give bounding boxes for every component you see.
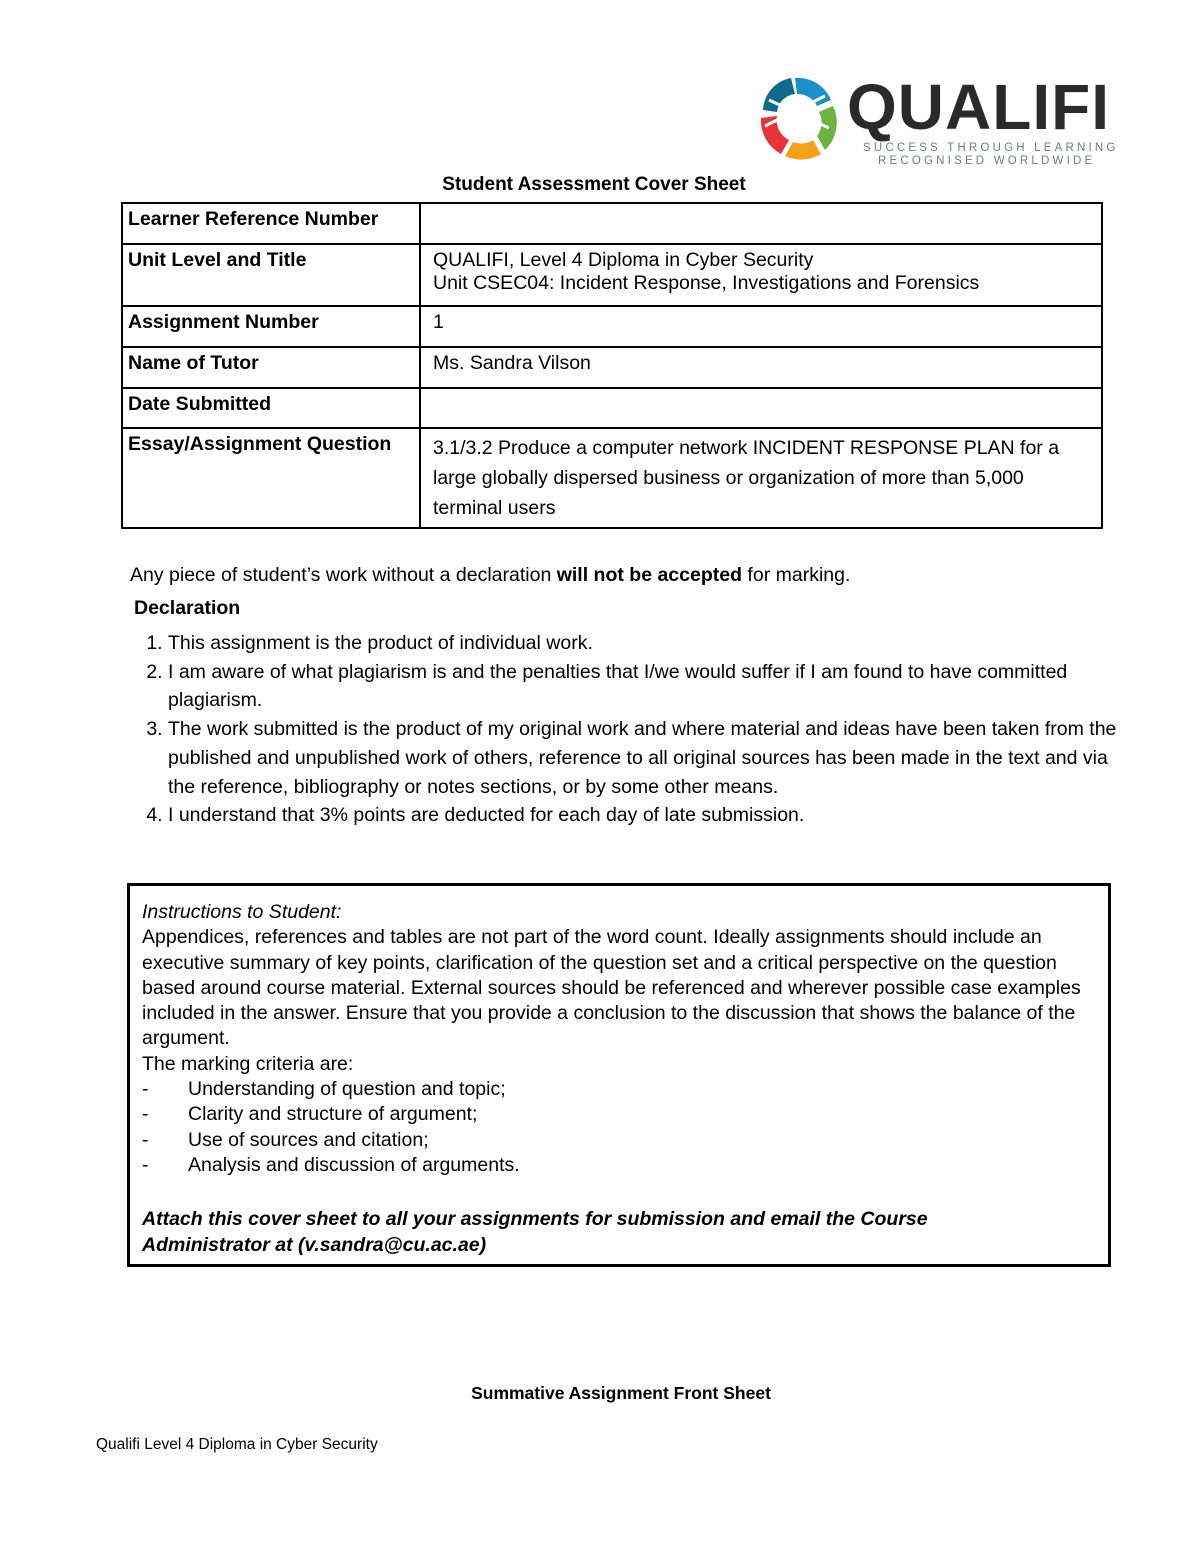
date-value — [420, 388, 1102, 428]
declaration-list — [134, 629, 1128, 830]
list-item — [142, 1153, 1098, 1178]
unit-line-1: QUALIFI, Level 4 Diploma in Cyber Security — [433, 249, 814, 271]
assignment-label: Assignment Number — [122, 306, 420, 347]
assignment-value: 1 — [420, 306, 1102, 347]
attach-instruction — [142, 1207, 1098, 1258]
unit-label: Unit Level and Title — [122, 244, 420, 306]
table-row — [122, 244, 1102, 306]
tutor-label: Name of Tutor — [122, 347, 420, 388]
logo-wordmark: QUALIFI — [847, 71, 1110, 143]
list-item — [142, 1128, 1098, 1153]
date-label: Date Submitted — [122, 388, 420, 428]
unit-line-2: Unit CSEC04: Incident Response, Investigations and Forensics — [433, 272, 980, 294]
table-row — [122, 203, 1102, 244]
unit-value — [420, 244, 1102, 306]
list-item: 3. The work submitted is the product of my original work and where material and ideas have been taken from the published and unpublished work of others, reference to all original sources has been made in the text and via the reference, bibliography or notes sections, or by some other means. — [168, 715, 1128, 801]
logo-tagline-1: SUCCESS THROUGH LEARNING — [863, 142, 1119, 154]
notice-bold: will not be accepted — [556, 564, 743, 586]
dash-bullet: - — [142, 1078, 149, 1101]
page-footer: Qualifi Level 4 Diploma in Cyber Security — [96, 1436, 378, 1453]
qualifi-logo — [755, 70, 1119, 170]
criteria-text: Understanding of question and topic; — [188, 1078, 506, 1101]
list-item — [142, 1102, 1098, 1127]
criteria-text: Use of sources and citation; — [188, 1128, 429, 1151]
table-row — [122, 428, 1102, 528]
cover-sheet-table — [121, 202, 1103, 529]
learner-ref-label: Learner Reference Number — [122, 203, 420, 244]
question-value: 3.1/3.2 Produce a computer network INCIDENT RESPONSE PLAN for a large globally dispersed business or organization of more than 5,000 terminal users — [420, 428, 1102, 528]
criteria-intro: The marking criteria are: — [142, 1052, 354, 1075]
table-row — [122, 306, 1102, 347]
tutor-value: Ms. Sandra Vilson — [420, 347, 1102, 388]
attach-line-2: Administrator at (v.sandra@cu.ac.ae) — [142, 1233, 487, 1256]
front-sheet-heading: Summative Assignment Front Sheet — [471, 1383, 771, 1403]
list-item: 4. I understand that 3% points are deducted for each day of late submission. — [168, 801, 1128, 830]
list-item: 2. I am aware of what plagiarism is and the penalties that I/we would suffer if I am found to have committed plagiarism. — [168, 658, 1128, 715]
table-row — [122, 388, 1102, 428]
notice-text-2: for marking. — [742, 564, 851, 586]
dash-bullet: - — [142, 1153, 149, 1176]
criteria-text: Clarity and structure of argument; — [188, 1103, 478, 1126]
qualifi-globe-icon — [755, 70, 845, 165]
dash-bullet: - — [142, 1103, 149, 1126]
instructions-box — [127, 883, 1111, 1267]
notice-text-1: Any piece of student’s work without a declaration — [130, 564, 557, 586]
dash-bullet: - — [142, 1128, 149, 1151]
question-label: Essay/Assignment Question — [122, 428, 420, 528]
instructions-body: Appendices, references and tables are not part of the word count. Ideally assignments should include an executive summary of key points, clarification of the question set and a critical perspective on the question based around course material. External sources should be referenced and wherever possible case examples included in the answer. Ensure that you provide a conclusion to the discussion that shows the balance of the argument. — [142, 926, 1081, 1050]
table-row — [122, 347, 1102, 388]
learner-ref-value — [420, 203, 1102, 244]
page-title: Student Assessment Cover Sheet — [442, 174, 746, 195]
list-item: 1. This assignment is the product of individual work. — [168, 629, 1128, 658]
instructions-heading: Instructions to Student: — [142, 901, 342, 923]
declaration-notice — [130, 564, 850, 587]
declaration-heading: Declaration — [134, 597, 241, 619]
criteria-text: Analysis and discussion of arguments. — [188, 1153, 520, 1176]
logo-tagline-2: RECOGNISED WORLDWIDE — [878, 155, 1096, 167]
attach-line-1: Attach this cover sheet to all your assignments for submission and email the Course — [142, 1208, 928, 1231]
list-item — [142, 1077, 1098, 1102]
